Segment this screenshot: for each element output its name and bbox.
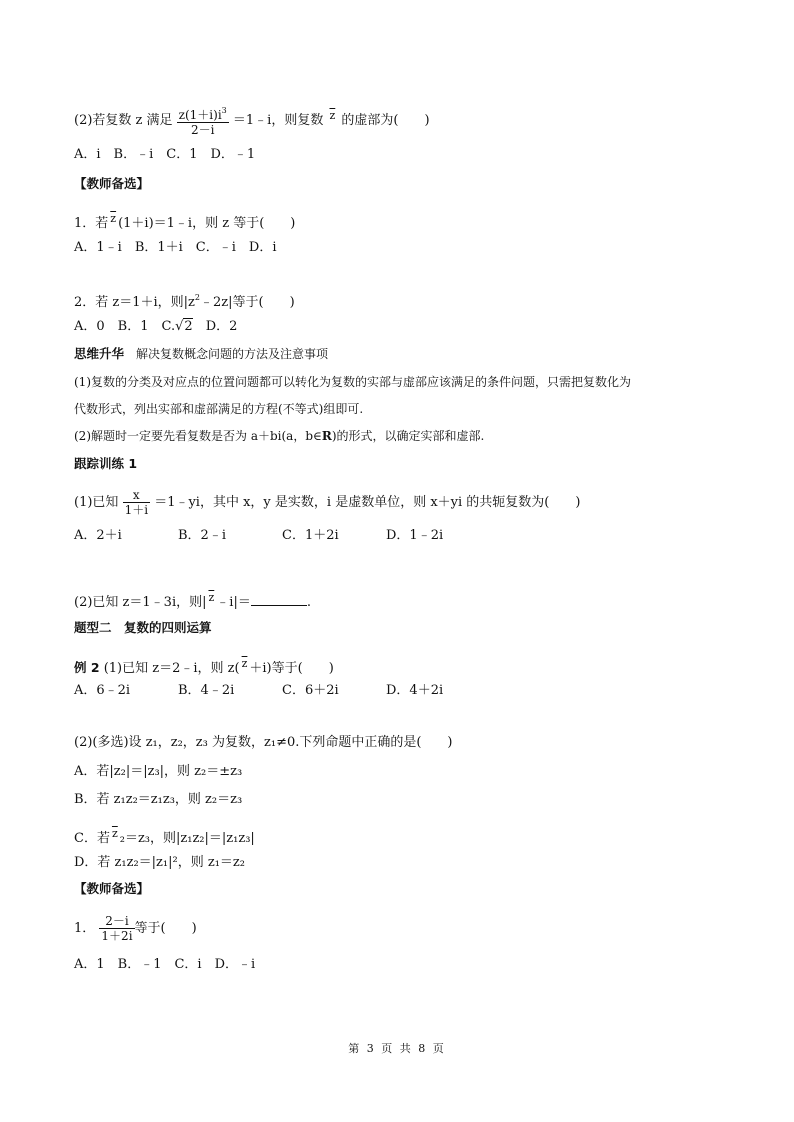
z-conjugate: $\overline{z}$ — [241, 657, 248, 670]
teacher2-problem-1: 1． $\frac{2-i}{1+2i}$ 等于( ) — [74, 914, 197, 943]
example-2-option-a: A．若|z₂|＝|z₃|，则 z₂＝±z₃ — [74, 764, 243, 779]
z-conjugate: $\overline{z}$ — [111, 827, 118, 840]
z-conjugate: $\overline{z}$ — [110, 212, 117, 225]
example-2-question-1: 例 2 (1)已知 z＝2﹣i，则 z( $\overline{z} +i$)等于( ) — [74, 657, 334, 676]
teacher-problem-1-options: A．1﹣i B．1＋i C．﹣i D．i — [74, 240, 277, 255]
thinking-summary-heading: 思维升华 解决复数概念问题的方法及注意事项 — [74, 346, 329, 361]
fraction: $\frac{z(1+i)i^3}{2-i}$ — [178, 106, 227, 137]
page-footer: 第 3 页 共 8 页 — [348, 1042, 446, 1055]
z-conjugate: $\overline{z}$ — [329, 109, 336, 122]
example-2-option-c: C．若 $\overline{z}$ ₂＝z₃，则|z₁z₂|＝|z₁z₃| — [74, 827, 255, 846]
example-2-option-b: B．若 z₁z₂＝z₁z₃，则 z₂＝z₃ — [74, 792, 243, 807]
question-2-options: A．i B．﹣i C．1 D．﹣1 — [74, 147, 256, 162]
thinking-line-3: (2)解题时一定要先看复数是否为 a＋bi(a，b∈R)的形式，以确定实部和虚部. — [74, 429, 485, 443]
answer-blank[interactable] — [251, 593, 307, 606]
tracking-question-1: (1)已知 $\frac{x}{1+i}$ ＝1﹣yi，其中 x，y 是实数，i 是虚数单位，则 x＋yi 的共轭复数为( ) — [74, 488, 581, 517]
teacher-selection-heading-2: 【教师备选】 — [74, 881, 150, 896]
tracking-question-1-options: A．2＋i B．2﹣i C．1＋2i D．1﹣2i — [74, 528, 444, 543]
tracking-training-heading: 跟踪训练 1 — [74, 456, 138, 471]
teacher-problem-1: 1．若 $\overline{z}$ (1＋i)＝1﹣i，则 z 等于( ) — [74, 212, 296, 231]
fraction: $\frac{x}{1+i}$ — [124, 488, 149, 517]
thinking-line-2: 代数形式，列出实部和虚部满足的方程(不等式)组即可. — [74, 402, 364, 416]
example-2-question-2: (2)(多选)设 z₁，z₂，z₃ 为复数，z₁≠0.下列命题中正确的是( ) — [74, 735, 453, 750]
example-2-option-d: D．若 z₁z₂＝|z₁|²，则 z₁＝z₂ — [74, 855, 245, 870]
teacher-problem-2-options: A．0 B．1 C.√2 D．2 — [74, 319, 238, 334]
teacher2-problem-1-options: A．1 B．﹣1 C．i D．﹣i — [74, 957, 256, 972]
type-2-heading: 题型二 复数的四则运算 — [74, 620, 212, 635]
fraction: $\frac{2-i}{1+2i}$ — [101, 914, 133, 943]
teacher-problem-2: 2．若 z＝1＋i，则$|z^2﹣2z|$等于( ) — [74, 293, 295, 310]
z-conjugate: $\overline{z}$ — [208, 591, 215, 604]
tracking-question-2: (2)已知 z＝1﹣3i，则| $\overline{z}$ ﹣i|＝ . — [74, 591, 311, 610]
example-2-question-1-options: A．6﹣2i B．4﹣2i C．6＋2i D．4＋2i — [74, 683, 444, 698]
question-2: (2)若复数 z 满足 $\frac{z(1+i)i^3}{2-i}$ ＝1﹣i，则复数 $\overline{z}$ 的虚部为( ) — [74, 106, 430, 137]
thinking-line-1: (1)复数的分类及对应点的位置问题都可以转化为复数的实部与虚部应该满足的条件问题，只需把复数化为 — [74, 375, 632, 389]
teacher-selection-heading: 【教师备选】 — [74, 176, 150, 191]
